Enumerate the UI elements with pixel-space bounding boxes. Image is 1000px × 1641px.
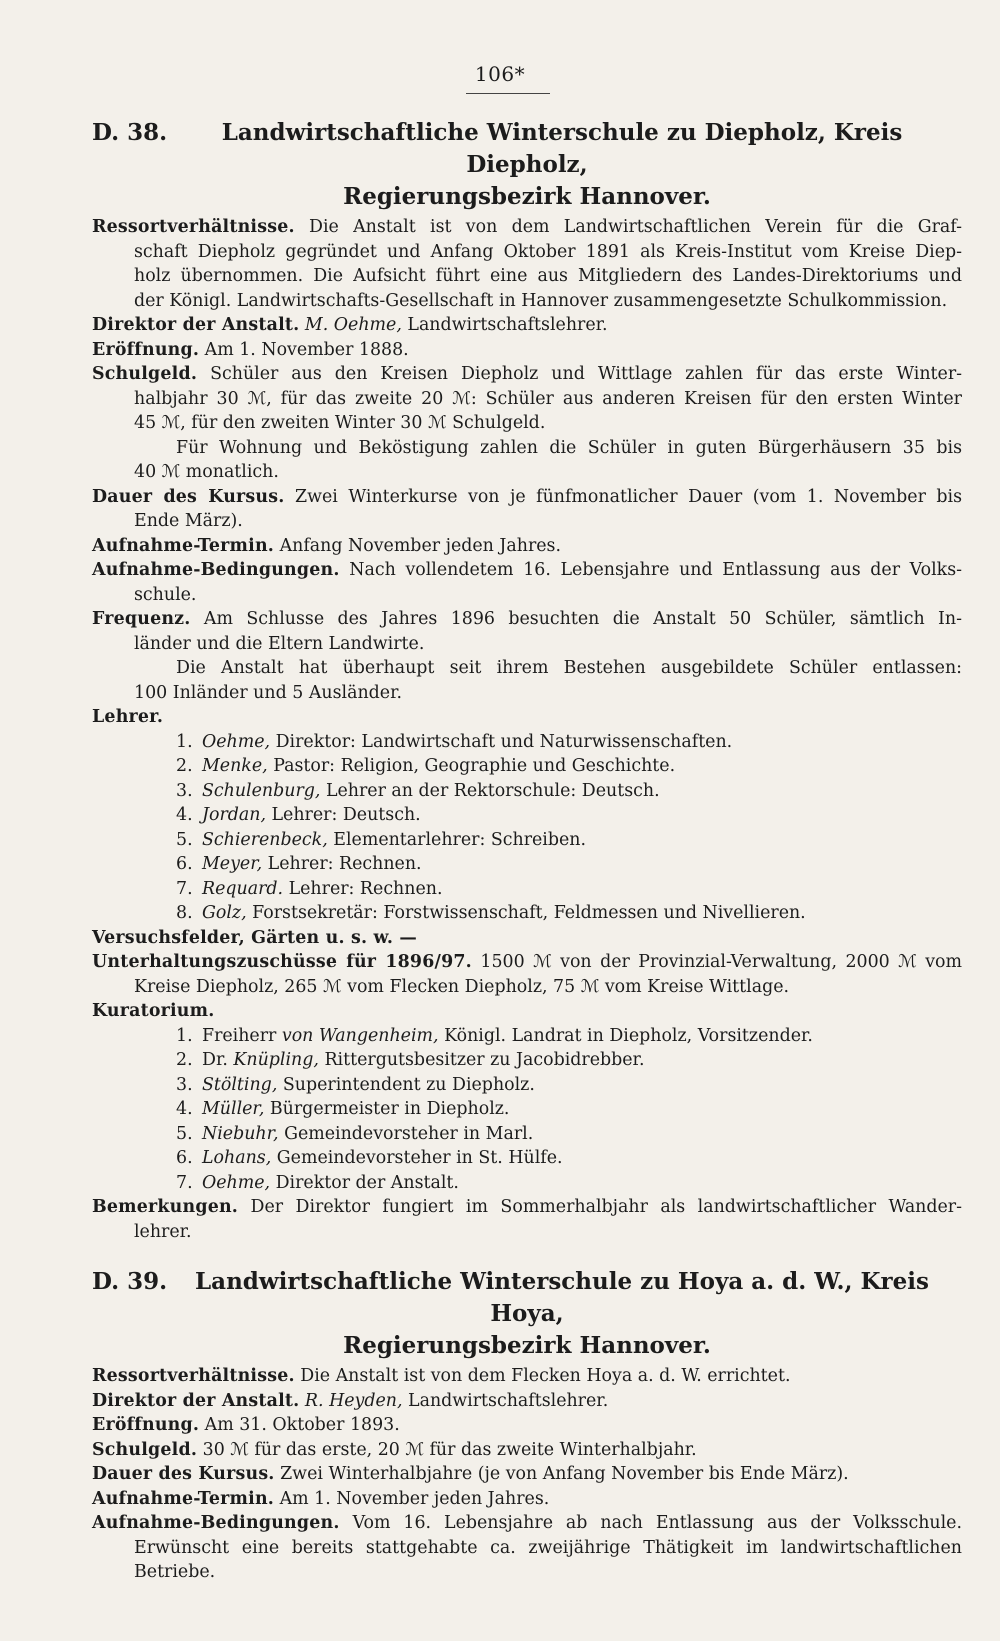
schulgeld-line-4: Für Wohnung und Beköstigung zahlen die Schüler in guten Bürgerhäusern 35 bis xyxy=(176,437,962,458)
bedingungen-label: Aufnahme-Bedingungen. xyxy=(92,1513,340,1533)
list-item: 4. Müller, Bürgermeister in Diepholz. xyxy=(176,1099,510,1119)
eroeffnung-entry: Eröffnung. Am 1. November 1888. xyxy=(92,339,409,360)
termin-label: Aufnahme-Termin. xyxy=(92,1488,275,1509)
zuschuesse-entry: Unterhaltungszuschüsse für 1896/97. 1500 ℳ von der Provinzial-Verwaltung, 2000 ℳ vom xyxy=(92,952,962,972)
eroeffnung-label: Eröffnung. xyxy=(92,1415,200,1435)
termin-entry: Aufnahme-Termin. Anfang November jeden Jahres. xyxy=(92,535,562,556)
bemerkungen-line-2: lehrer. xyxy=(134,1221,192,1242)
list-item: 1. Freiherr von Wangenheim, Königl. Landrat in Diepholz, Vorsitzender. xyxy=(176,1025,813,1046)
lehrer-list xyxy=(92,730,962,926)
direktor-label: Direktor der Anstalt. xyxy=(92,315,300,335)
list-item: 8. Golz, Forstsekretär: Forstwissenschaft, Feldmessen und Nivellieren. xyxy=(176,903,806,923)
section-d38-title: Landwirtschaftliche Winterschule zu Diepholz, Kreis Diepholz, xyxy=(221,119,903,178)
zuschuesse-line-2: Kreise Diepholz, 265 ℳ vom Flecken Diepholz, 75 ℳ vom Kreise Wittlage. xyxy=(134,976,790,997)
termin-entry: Aufnahme-Termin. Am 1. November jeden Jahres. xyxy=(92,1488,550,1509)
kuratorium-heading: Kuratorium. xyxy=(92,1001,215,1021)
list-item: 6. Lohans, Gemeindevorsteher in St. Hülfe. xyxy=(176,1148,563,1168)
bedingungen-line-3: Betriebe. xyxy=(134,1562,216,1582)
bedingungen-entry: Aufnahme-Bedingungen. Nach vollendetem 16. Lebensjahre und Entlassung aus der Volks- xyxy=(92,560,962,580)
versuchsfelder-entry: Versuchsfelder, Gärten u. s. w. — xyxy=(92,927,418,948)
schulgeld-entry: Schulgeld. 30 ℳ für das erste, 20 ℳ für das zweite Winterhalbjahr. xyxy=(92,1439,697,1460)
termin-label: Aufnahme-Termin. xyxy=(92,535,275,556)
bedingungen-line-2: schule. xyxy=(134,584,197,605)
dauer-line-2: Ende März). xyxy=(134,511,243,531)
direktor-entry: Direktor der Anstalt. R. Heyden, Landwirtschaftslehrer. xyxy=(92,1390,609,1411)
dauer-entry: Dauer des Kursus. Zwei Winterkurse von je fünfmonatlicher Dauer (vom 1. November bis xyxy=(92,486,963,507)
ressort-paragraph: Ressortverhältnisse. Die Anstalt ist von dem Landwirtschaftlichen Verein für die Graf- xyxy=(92,217,962,237)
dauer-label: Dauer des Kursus. xyxy=(92,1464,275,1484)
lehrer-heading: Lehrer. xyxy=(92,707,164,727)
list-item: 7. Requard. Lehrer: Rechnen. xyxy=(176,878,443,899)
direktor-name: R. Heyden, xyxy=(304,1390,403,1411)
ressort-line-4: der Königl. Landwirtschafts-Gesellschaft in Hannover zusammengesetzte Schulkommission. xyxy=(134,290,948,311)
list-item: 4. Jordan, Lehrer: Deutsch. xyxy=(176,805,421,825)
schulgeld-line-3: 45 ℳ, für den zweiten Winter 30 ℳ Schulgeld. xyxy=(134,413,546,433)
section-d39-title: Landwirtschaftliche Winterschule zu Hoya a. d. W., Kreis Hoya, xyxy=(195,1268,929,1327)
page-number-rule xyxy=(466,93,550,94)
zuschuesse-label: Unterhaltungszuschüsse für 1896/97. xyxy=(92,952,472,972)
section-d39-title-line1 xyxy=(92,1266,962,1330)
section-d39-code: D. 39. xyxy=(92,1268,168,1295)
list-item: 2. Dr. Knüpling, Rittergutsbesitzer zu Jacobidrebber. xyxy=(176,1050,645,1070)
direktor-name: M. Oehme, xyxy=(304,315,402,335)
list-item: 5. Niebuhr, Gemeindevorsteher in Marl. xyxy=(176,1123,534,1144)
direktor-label: Direktor der Anstalt. xyxy=(92,1390,300,1411)
ressort-entry: Ressortverhältnisse. Die Anstalt ist von dem Flecken Hoya a. d. W. errichtet. xyxy=(92,1366,791,1386)
section-d38-title-line1 xyxy=(92,117,962,181)
schulgeld-line-5: 40 ℳ monatlich. xyxy=(134,462,279,482)
dauer-label: Dauer des Kursus. xyxy=(92,486,285,507)
list-item: 2. Menke, Pastor: Religion, Geographie und Geschichte. xyxy=(176,756,676,776)
ressort-label: Ressortverhältnisse. xyxy=(92,1366,295,1386)
section-d39-title-line2: Regierungsbezirk Hannover. xyxy=(343,1332,711,1359)
list-item: 7. Oehme, Direktor der Anstalt. xyxy=(176,1172,459,1193)
eroeffnung-entry: Eröffnung. Am 31. Oktober 1893. xyxy=(92,1415,400,1435)
list-item: 6. Meyer, Lehrer: Rechnen. xyxy=(176,854,422,874)
ressort-line-2: schaft Diepholz gegründet und Anfang Oktober 1891 als Kreis-Institut vom Kreise Diep- xyxy=(134,241,962,262)
kuratorium-list xyxy=(92,1024,962,1196)
schulgeld-label: Schulgeld. xyxy=(92,1439,198,1460)
eroeffnung-label: Eröffnung. xyxy=(92,339,200,360)
frequenz-entry: Frequenz. Am Schlusse des Jahres 1896 besuchten die Anstalt 50 Schüler, sämtlich In- xyxy=(92,609,963,629)
section-d38-code: D. 38. xyxy=(92,119,168,146)
bedingungen-label: Aufnahme-Bedingungen. xyxy=(92,560,340,580)
frequenz-line-3: Die Anstalt hat überhaupt seit ihrem Bestehen ausgebildete Schüler entlassen: xyxy=(176,658,962,678)
bedingungen-entry: Aufnahme-Bedingungen. Vom 16. Lebensjahre ab nach Entlassung aus der Volksschule. xyxy=(92,1513,962,1533)
list-item: 3. Stölting, Superintendent zu Diepholz. xyxy=(176,1074,535,1095)
dauer-entry: Dauer des Kursus. Zwei Winterhalbjahre (je von Anfang November bis Ende März). xyxy=(92,1464,849,1484)
list-item: 5. Schierenbeck, Elementarlehrer: Schreiben. xyxy=(176,829,587,850)
section-d38-title-line2: Regierungsbezirk Hannover. xyxy=(343,183,711,210)
bemerkungen-label: Bemerkungen. xyxy=(92,1197,239,1217)
direktor-entry: Direktor der Anstalt. M. Oehme, Landwirtschaftslehrer. xyxy=(92,315,608,335)
schulgeld-line-2: halbjahr 30 ℳ, für das zweite 20 ℳ: Schüler aus anderen Kreisen für den ersten Winter xyxy=(134,388,962,409)
list-item: 1. Oehme, Direktor: Landwirtschaft und Naturwissenschaften. xyxy=(176,731,733,752)
ressort-label: Ressortverhältnisse. xyxy=(92,217,295,237)
bemerkungen-entry: Bemerkungen. Der Direktor fungiert im Sommerhalbjahr als landwirtschaftlicher Wander- xyxy=(92,1197,962,1217)
frequenz-label: Frequenz. xyxy=(92,609,191,629)
frequenz-line-2: länder und die Eltern Landwirte. xyxy=(134,633,425,654)
schulgeld-label: Schulgeld. xyxy=(92,364,198,384)
frequenz-line-4: 100 Inländer und 5 Ausländer. xyxy=(134,682,403,703)
bedingungen-line-2: Erwünscht eine bereits stattgehabte ca. zweijährige Thätigkeit im landwirtschaftlichen xyxy=(134,1537,962,1558)
list-item: 3. Schulenburg, Lehrer an der Rektorschule: Deutsch. xyxy=(176,780,660,801)
section-d39 xyxy=(92,1266,962,1585)
page-number: 106* xyxy=(474,62,526,86)
ressort-line-3: holz übernommen. Die Aufsicht führt eine aus Mitgliedern des Landes-Direktoriums und xyxy=(134,266,962,286)
schulgeld-entry: Schulgeld. Schüler aus den Kreisen Diepholz und Wittlage zahlen für das erste Winter- xyxy=(92,364,963,384)
section-d38 xyxy=(92,117,962,1244)
